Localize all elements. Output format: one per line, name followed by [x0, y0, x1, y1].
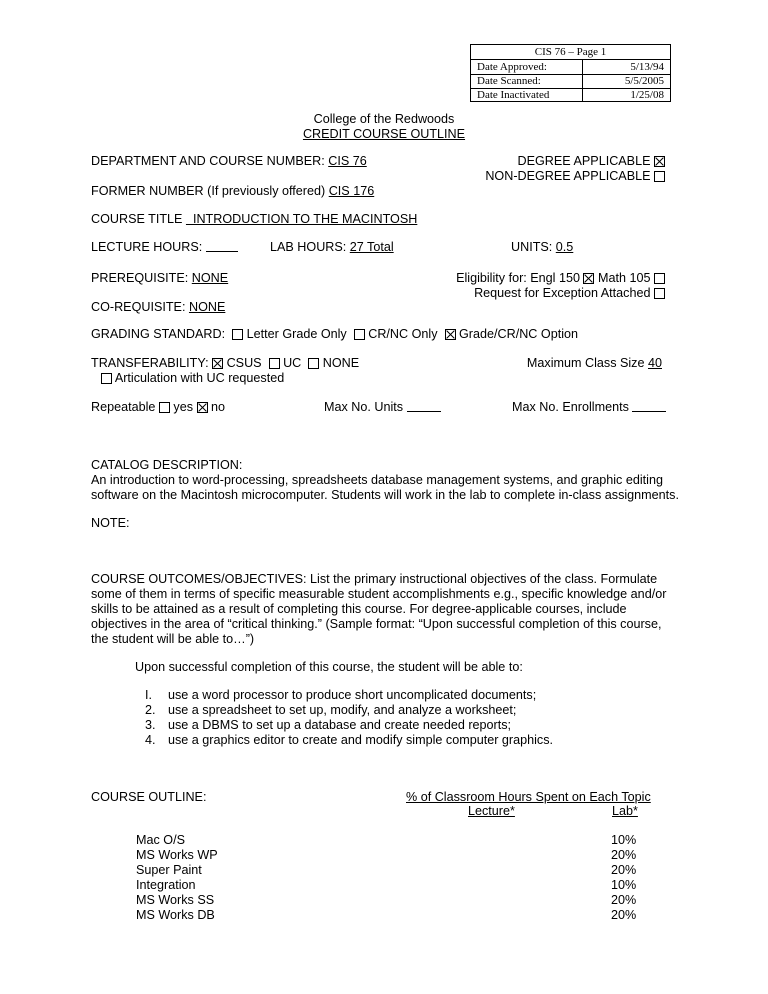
course-title-label: COURSE TITLE [91, 212, 186, 226]
math-105-checkbox[interactable] [654, 273, 665, 284]
none-checkbox[interactable] [308, 358, 319, 369]
document-info-box [470, 44, 671, 102]
lecture-hours [91, 240, 238, 254]
cr-nc-only-label: CR/NC Only [368, 327, 438, 341]
objective-2-text: use a spreadsheet to set up, modify, and analyze a worksheet; [168, 703, 517, 717]
uc-label: UC [283, 356, 302, 370]
outcomes-line-1: COURSE OUTCOMES/OBJECTIVES: List the primary instructional objectives of the class. Formulate [91, 572, 658, 586]
outcomes-line-2: some of them in terms of specific measurable student accomplishments e.g., specific knowledge and/or [91, 587, 667, 601]
objective-3-num: 3. [145, 718, 156, 732]
transferability-label: TRANSFERABILITY: [91, 356, 209, 370]
date-scanned-value: 5/5/2005 [624, 75, 664, 87]
eligibility-label: Eligibility for: Engl 150 [456, 271, 580, 285]
letter-grade-label: Letter Grade Only [246, 327, 347, 341]
articulation-label: Articulation with UC requested [114, 371, 285, 385]
max-class-size-label: Maximum Class Size [526, 356, 648, 370]
uc-checkbox[interactable] [269, 358, 280, 369]
outcomes-line-5: the student will be able to…”) [91, 632, 255, 646]
prerequisite-value: NONE [191, 271, 229, 285]
prerequisite [91, 271, 228, 285]
former-label: FORMER NUMBER (If previously offered) [91, 184, 329, 198]
max-enrollments-blank [632, 411, 666, 412]
col-lecture-wrap [468, 804, 515, 818]
units [511, 240, 573, 254]
max-class-size [527, 356, 662, 370]
course-outline-heading: COURSE OUTLINE: [91, 790, 207, 804]
topic-lab-pct: 10% [611, 833, 637, 847]
repeatable-row [91, 400, 225, 414]
lab-hours-label: LAB HOURS: [270, 240, 350, 254]
csus-checkbox[interactable] [212, 358, 223, 369]
csus-label: CSUS [226, 356, 262, 370]
course-title [91, 212, 417, 226]
units-label: UNITS: [511, 240, 556, 254]
articulation-row [101, 371, 284, 385]
degree-applicable-checkbox[interactable] [654, 156, 665, 167]
corequisite-value: NONE [188, 300, 226, 314]
topic-lab-pct: 20% [611, 848, 637, 862]
col-lab-wrap [612, 804, 638, 818]
engl-150-checkbox[interactable] [583, 273, 594, 284]
pct-heading-wrap [406, 790, 651, 804]
date-approved-label: Date Approved: [477, 61, 547, 73]
objective-3-text: use a DBMS to set up a database and create needed reports; [168, 718, 512, 732]
objective-4-text: use a graphics editor to create and modify simple computer graphics. [168, 733, 554, 747]
topic-name: Mac O/S [136, 833, 185, 847]
cr-nc-only-checkbox[interactable] [354, 329, 365, 340]
topic-lab-pct: 20% [611, 863, 637, 877]
date-inactivated-label: Date Inactivated [477, 89, 550, 101]
outcomes-intro: Upon successful completion of this course, the student will be able to: [135, 660, 523, 674]
articulation-checkbox[interactable] [101, 373, 112, 384]
grade-cr-nc-option-checkbox[interactable] [445, 329, 456, 340]
lab-hours-value: 27 Total [349, 240, 394, 254]
date-scanned-label: Date Scanned: [477, 75, 541, 87]
non-degree-applicable-label: NON-DEGREE APPLICABLE [485, 169, 651, 183]
note-heading: NOTE: [91, 516, 130, 530]
none-label: NONE [322, 356, 360, 370]
topic-name: Super Paint [136, 863, 202, 877]
max-class-size-value: 40 [647, 356, 662, 370]
col-lab: Lab* [612, 804, 638, 818]
objective-4 [145, 733, 553, 747]
degree-applicable-row [518, 154, 666, 168]
units-value: 0.5 [555, 240, 574, 254]
topic-lab-pct: 20% [611, 908, 637, 922]
objective-2 [145, 703, 516, 717]
course-title-value: INTRODUCTION TO THE MACINTOSH [185, 212, 418, 226]
catalog-line-1: An introduction to word-processing, spreadsheets database management systems, and graphic editing [91, 473, 663, 487]
prerequisite-label: PREREQUISITE: [91, 271, 192, 285]
max-enrollments [512, 400, 666, 414]
repeatable-yes-label: yes [173, 400, 194, 414]
info-box-title: CIS 76 – Page 1 [534, 46, 607, 58]
repeatable-no-label: no [211, 400, 226, 414]
degree-applicable-label: DEGREE APPLICABLE [517, 154, 651, 168]
college-name: College of the Redwoods [313, 112, 455, 126]
former-value: CIS 176 [328, 184, 375, 198]
date-approved-value: 5/13/94 [630, 61, 664, 73]
dept-label: DEPARTMENT AND COURSE NUMBER: [91, 154, 329, 168]
date-inactivated-value: 1/25/08 [630, 89, 664, 101]
dept-value: CIS 76 [328, 154, 367, 168]
objective-4-num: 4. [145, 733, 156, 747]
topic-lab-pct: 10% [611, 878, 637, 892]
outcomes-line-4: objectives in the area of “critical thinking.” (Sample format: “Upon successful completion of this course, [91, 617, 662, 631]
exception-label: Request for Exception Attached [474, 286, 651, 300]
outcomes-line-3: skills to be attained as a result of completing this course. For degree-applicable courses, include [91, 602, 627, 616]
topic-name: MS Works SS [136, 893, 215, 907]
non-degree-applicable-checkbox[interactable] [654, 171, 665, 182]
max-enrollments-label: Max No. Enrollments [512, 400, 629, 414]
max-units-label: Max No. Units [324, 400, 404, 414]
grading-standard [91, 327, 578, 341]
lab-hours [270, 240, 394, 254]
corequisite [91, 300, 225, 314]
repeatable-yes-checkbox[interactable] [159, 402, 170, 413]
objective-2-num: 2. [145, 703, 156, 717]
grading-label: GRADING STANDARD: [91, 327, 226, 341]
topic-lab-pct: 20% [611, 893, 637, 907]
outline-title-wrap [0, 127, 768, 141]
pct-heading: % of Classroom Hours Spent on Each Topic [406, 790, 651, 804]
letter-grade-checkbox[interactable] [232, 329, 243, 340]
max-units-blank [407, 411, 441, 412]
repeatable-no-checkbox[interactable] [197, 402, 208, 413]
exception-checkbox[interactable] [654, 288, 665, 299]
objective-1-text: use a word processor to produce short uncomplicated documents; [168, 688, 537, 702]
transferability [91, 356, 359, 370]
lecture-hours-label: LECTURE HOURS: [91, 240, 203, 254]
repeatable-label: Repeatable [91, 400, 156, 414]
former-number [91, 184, 374, 198]
outline-title: CREDIT COURSE OUTLINE [302, 127, 466, 141]
col-lecture: Lecture* [468, 804, 515, 818]
grade-cr-nc-option-label: Grade/CR/NC Option [459, 327, 578, 341]
objective-1-num: I. [145, 688, 152, 702]
corequisite-label: CO-REQUISITE: [91, 300, 189, 314]
catalog-heading: CATALOG DESCRIPTION: [91, 458, 243, 472]
exception-row [474, 286, 665, 300]
objective-1 [145, 688, 536, 702]
eligibility-row [456, 271, 665, 285]
max-units [324, 400, 441, 414]
topic-name: Integration [136, 878, 196, 892]
objective-3 [145, 718, 511, 732]
math-105-label: Math 105 [597, 271, 651, 285]
non-degree-applicable-row [485, 169, 665, 183]
catalog-line-2: software on the Macintosh microcomputer. Students will work in the lab to complete in-class assignments. [91, 488, 679, 502]
lecture-hours-blank [206, 251, 238, 252]
topic-name: MS Works WP [136, 848, 218, 862]
topic-name: MS Works DB [136, 908, 215, 922]
dept-course-number [91, 154, 367, 168]
